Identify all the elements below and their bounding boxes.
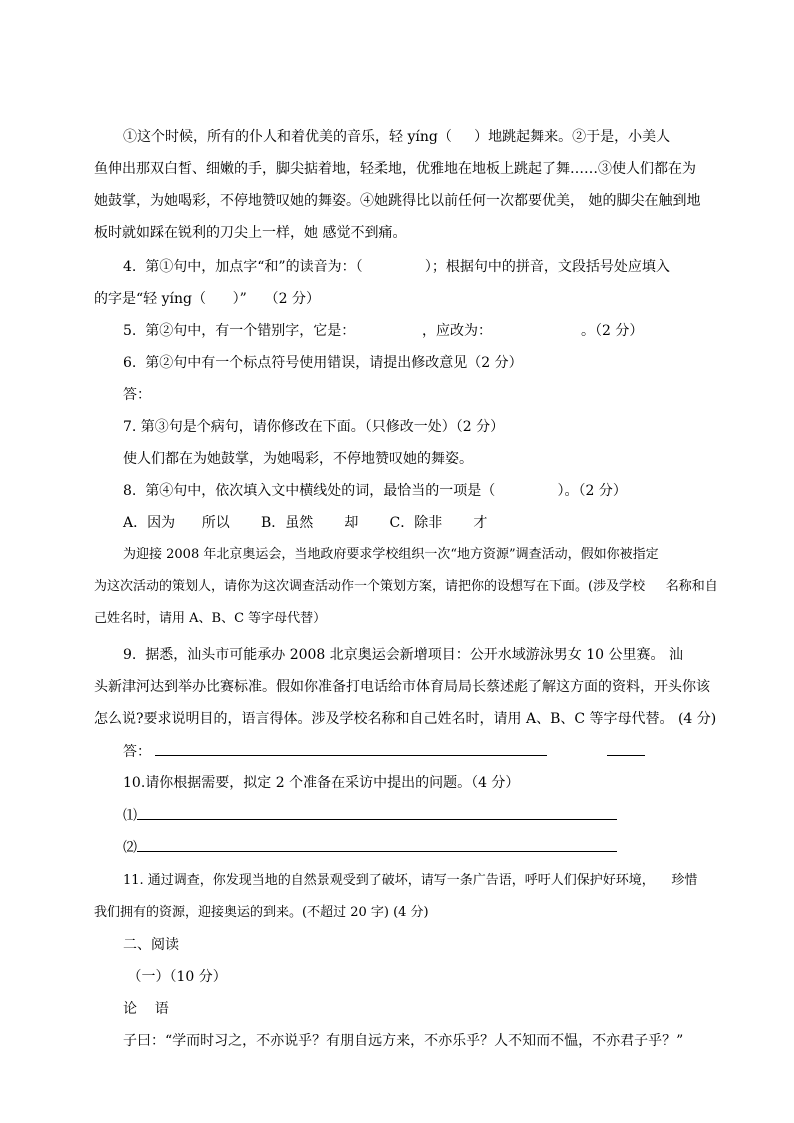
activity-intro-line-1: 为迎接 2008 年北京奥运会，当地政府要求学校组织一次“地方资源”调查活动，假如你被指定 [123, 547, 659, 562]
reading-title: 论 语 [123, 1001, 169, 1017]
answer-blank-item-2[interactable] [137, 837, 617, 852]
question-7-sentence: 使人们都在为她鼓掌，为她喝彩，不停地赞叹她的舞姿。 [123, 451, 473, 467]
question-10: 10.请你根据需要，拟定 2 个准备在采访中提出的问题。（4 分） [123, 775, 520, 791]
question-8: 8. 第④句中，依次填入文中横线处的词，最恰当的一项是（ ）。（2 分） [123, 483, 627, 499]
item-number-1: ⑴ [123, 808, 137, 824]
reading-subsection: （一）（10 分） [123, 969, 227, 985]
passage-line-3: 她鼓掌，为她喝彩，不停地赞叹她的舞姿。④她跳得比以前任何一次都要优美， 她的脚尖在触到地 [94, 193, 701, 209]
answer-blank-2[interactable] [607, 741, 645, 756]
question-4-line-1: 4. 第①句中，加点字“和”的读音为：（ ）；根据句中的拼音，文段括号处应填入 [123, 259, 670, 275]
question-6-answer-label: 答： [123, 387, 151, 403]
activity-intro-line-2: 为这次活动的策划人，请你为这次调查活动作一个策划方案，请把你的设想写在下面。(涉及学校 名称和自 [94, 579, 718, 594]
reading-section-heading: 二、阅读 [123, 937, 179, 953]
question-11-line-2: 我们拥有的资源，迎接奥运的到来。(不超过 20 字) (4 分) [94, 905, 429, 920]
question-9-line-2: 头新津河达到举办比赛标准。假如你准备打电话给市体育局局长蔡述彪了解这方面的资料，开头你该 [94, 679, 710, 695]
answer-blank-item-1[interactable] [137, 805, 617, 820]
question-9-answer [123, 741, 645, 762]
activity-intro-line-3: 己姓名时，请用 A、B、C 等字母代替） [94, 611, 327, 626]
answer-label: 答： [123, 744, 151, 760]
question-9-line-1: 9. 据悉，汕头市可能承办 2008 北京奥运会新增项目：公开水域游泳男女 10 公里赛。 汕 [123, 647, 683, 663]
question-5: 5. 第②句中，有一个错别字，它是： ，应改为： 。（2 分） [123, 323, 644, 339]
question-4-line-2: 的字是“轻 yíng（ ）” （2 分） [94, 291, 320, 307]
question-8-options: A．因为 所以 B．虽然 却 C．除非 才 [123, 515, 488, 531]
answer-blank-1[interactable] [155, 741, 547, 756]
question-6: 6. 第②句中有一个标点符号使用错误，请提出修改意见（2 分） [123, 355, 523, 371]
question-11-line-1: 11. 通过调查，你发现当地的自然景观受到了破坏，请写一条广告语，呼吁人们保护好环境， 珍惜 [123, 873, 698, 888]
question-10-item-1 [123, 805, 617, 826]
reading-quote: 子曰：“学而时习之，不亦说乎？有朋自远方来，不亦乐乎？人不知而不愠，不亦君子乎？” [123, 1033, 684, 1049]
passage-line-2: 鱼伸出那双白皙、细嫩的手，脚尖掂着地，轻柔地，优雅地在地板上跳起了舞……③使人们都在为 [94, 161, 696, 177]
passage-line-1: ①这个时候，所有的仆人和着优美的音乐，轻 yíng（ ）地跳起舞来。②于是，小美人 [123, 129, 671, 145]
question-10-item-2 [123, 837, 617, 858]
question-7: 7. 第③句是个病句，请你修改在下面。（只修改一处）（2 分） [123, 419, 505, 435]
question-9-line-3: 怎么说?要求说明目的，语言得体。涉及学校名称和自己姓名时，请用 A、B、C 等字母代替。 (4 分) [94, 711, 717, 727]
item-number-2: ⑵ [123, 840, 137, 856]
passage-line-4: 板时就如踩在锐利的刀尖上一样，她 感觉不到痛。 [94, 225, 407, 241]
